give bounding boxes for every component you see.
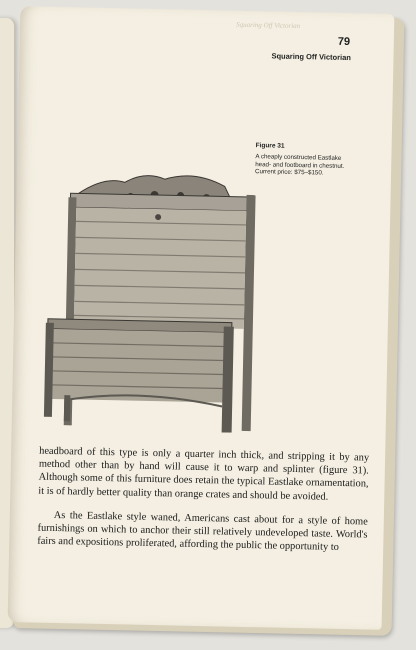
book-page [8,6,395,630]
paragraph-2: As the Eastlake style waned, Americans cast about for a style of home furnishings on which to anchor their still relatively undeveloped taste. World's fairs and expositions proliferated, affording the public the opportunity to [37,509,368,554]
page-number: 79 [337,35,351,49]
running-head: Squaring Off Victorian [271,51,352,63]
paragraph-1: headboard of this type is only a quarter inch thick, and stripping it by any method other than by hand will cause it to warp and splinter (figure 31). Although some of this furniture does retain the typical Eastlake ornamentation, it is of hardly better quality than orange crates and should be avoided. [38,445,370,503]
furniture-photo [40,157,260,433]
bed-illustration [40,157,260,433]
faded-header-text: Squaring Off Victorian [236,20,301,31]
figure-caption: A cheaply constructed Eastlake head- and footboard in chestnut. Current price: $75–$150. [255,153,345,177]
figure-label: Figure 31 [255,142,285,150]
body-text [37,445,369,555]
